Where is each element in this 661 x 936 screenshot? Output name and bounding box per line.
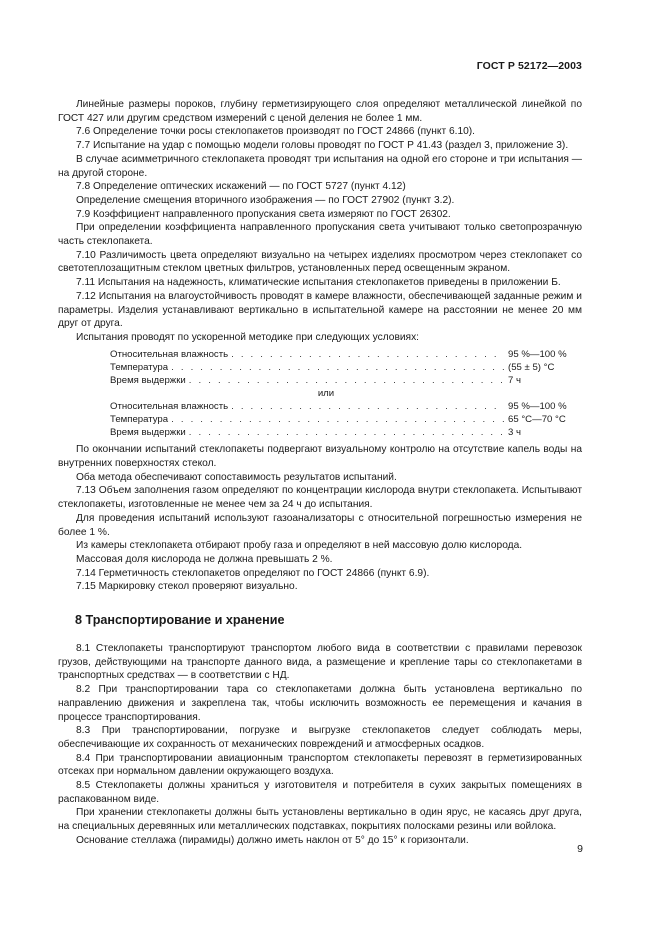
paragraph: 8.1 Стеклопакеты транспортируют транспортом любого вида в соответствии с правилами перевозок грузов, действующими на транспорте данного вида, а размещение и крепление тары со стеклопакетами в транспортных средствах — в соответствии с НД. [58, 643, 582, 682]
paragraph: Для проведения испытаний используют газоанализаторы с относительной погрешностью измерения не более 1 %. [58, 512, 582, 538]
paragraph: 7.14 Герметичность стеклопакетов определяют по ГОСТ 24866 (пункт 6.9). [76, 567, 430, 579]
paragraph: В случае асимметричного стеклопакета проводят три испытания на одной его стороне и три испытания — на другой стороне. [58, 153, 582, 179]
paragraph: При хранении стеклопакеты должны быть установлены вертикально в один ярус, не касаясь друг друга, на специальных деревянных или металлических подставках, покрытиях полосками резины или войлока. [58, 807, 582, 833]
condition-label: Время выдержки [110, 375, 186, 387]
paragraph: Испытания проводят по ускоренной методике при следующих условиях: [76, 331, 420, 343]
document-header: ГОСТ Р 52172—2003 [476, 60, 582, 72]
paragraph: При определении коэффициента направленного пропускания света учитывают только светопрозрачную часть стеклопакета. [58, 222, 582, 248]
page-number: 9 [577, 843, 583, 855]
paragraph: 7.7 Испытание на удар с помощью модели головы проводят по ГОСТ Р 41.43 (раздел 3, приложение 3). [76, 140, 569, 152]
condition-value: 95 %—100 % [508, 348, 567, 360]
paragraph: 7.11 Испытания на надежность, климатические испытания стеклопакетов приведены в приложении Б. [76, 277, 561, 289]
condition-row [110, 374, 582, 387]
condition-row [110, 413, 582, 426]
condition-row [110, 426, 582, 439]
paragraph: 7.9 Коэффициент направленного пропускания света измеряют по ГОСТ 26302. [76, 208, 451, 220]
condition-value: 3 ч [508, 427, 521, 439]
paragraph: Из камеры стеклопакета отбирают пробу газа и определяют в ней массовую долю кислорода. [76, 540, 523, 552]
condition-value: 65 °С—70 °С [508, 413, 566, 425]
paragraph: 8.2 При транспортировании тара со стеклопакетами должна быть установлена вертикально по направлению движения и закреплена так, чтобы исключить возможность ее перемещения и качания в процессе транспортирования. [58, 684, 582, 723]
test-conditions-list [58, 348, 582, 440]
conditions-separator: или [317, 388, 335, 400]
paragraph: Оба метода обеспечивают сопоставимость результатов испытаний. [76, 471, 397, 483]
paragraph: 7.6 Определение точки росы стеклопакетов производят по ГОСТ 24866 (пункт 6.10). [76, 126, 476, 138]
section-7-tail [58, 443, 582, 594]
condition-value: 95 %—100 % [508, 400, 567, 412]
condition-label: Время выдержки [110, 427, 186, 439]
section-7-continued [58, 98, 582, 345]
condition-value: (55 ± 5) °С [508, 361, 555, 373]
paragraph: 8.4 При транспортировании авиационным транспортом стеклопакеты перевозят в герметизированных отсеках при нормальном давлении окружающего воздуха. [58, 752, 582, 778]
dot-leader [228, 348, 504, 362]
paragraph: 7.8 Определение оптических искажений — по ГОСТ 5727 (пункт 4.12) [76, 181, 406, 193]
condition-row [110, 361, 582, 374]
dot-leader [186, 426, 504, 440]
condition-value: 7 ч [508, 375, 521, 387]
condition-row [110, 400, 582, 413]
condition-label: Относительная влажность [110, 348, 229, 360]
paragraph: 8.3 При транспортировании, погрузке и выгрузке стеклопакетов следует соблюдать меры, обеспечивающие их сохранность от механических повреждений и атмосферных осадков. [58, 725, 582, 750]
paragraph: Определение смещения вторичного изображения — по ГОСТ 27902 (пункт 3.2). [76, 194, 455, 206]
paragraph: Линейные размеры пороков, глубину герметизирующего слоя определяют металлической линейкой по ГОСТ 427 или другим средством измерений с ценой деления не более 1 мм. [58, 99, 582, 124]
condition-row [110, 348, 582, 361]
dot-leader [168, 413, 504, 427]
section-heading: 8 Транспортирование и хранение [75, 613, 285, 628]
paragraph: 7.12 Испытания на влагоустойчивость проводят в камере влажности, обеспечивающей заданные режим и параметры. Изделия устанавливают вертикально в испытательной камере на расстоянии не менее 20 мм друг от друга. [58, 290, 582, 330]
paragraph: Основание стеллажа (пирамиды) должно иметь наклон от 5° до 15° к горизонтали. [76, 834, 469, 846]
paragraph: 7.15 Маркировку стекол проверяют визуально. [76, 581, 298, 593]
dot-leader [186, 374, 504, 388]
document-body [58, 98, 582, 848]
paragraph: По окончании испытаний стеклопакеты подвергают визуальному контролю на отсутствие капель воды на внутренних поверхностях стекол. [58, 444, 582, 469]
section-8-body [58, 642, 582, 848]
condition-label: Температура [110, 361, 169, 373]
paragraph: Массовая доля кислорода не должна превышать 2 %. [76, 553, 333, 565]
paragraph: 8.5 Стеклопакеты должны храниться у изготовителя и потребителя в сухих закрытых помещениях в распакованном виде. [58, 780, 582, 805]
condition-label: Температура [110, 413, 169, 425]
paragraph: 7.10 Различимость цвета определяют визуально на четырех изделиях просмотром через стеклопакет со светотеплозащитным стеклом цветных фильтров, установленных перед освещенным экраном. [58, 249, 582, 275]
condition-label: Относительная влажность [110, 400, 229, 412]
dot-leader [228, 400, 504, 414]
dot-leader [168, 361, 504, 375]
paragraph: 7.13 Объем заполнения газом определяют по концентрации кислорода внутри стеклопакета. Испытывают стеклопакеты, изготовленные не менее чем за 24 ч до испытания. [58, 485, 582, 511]
